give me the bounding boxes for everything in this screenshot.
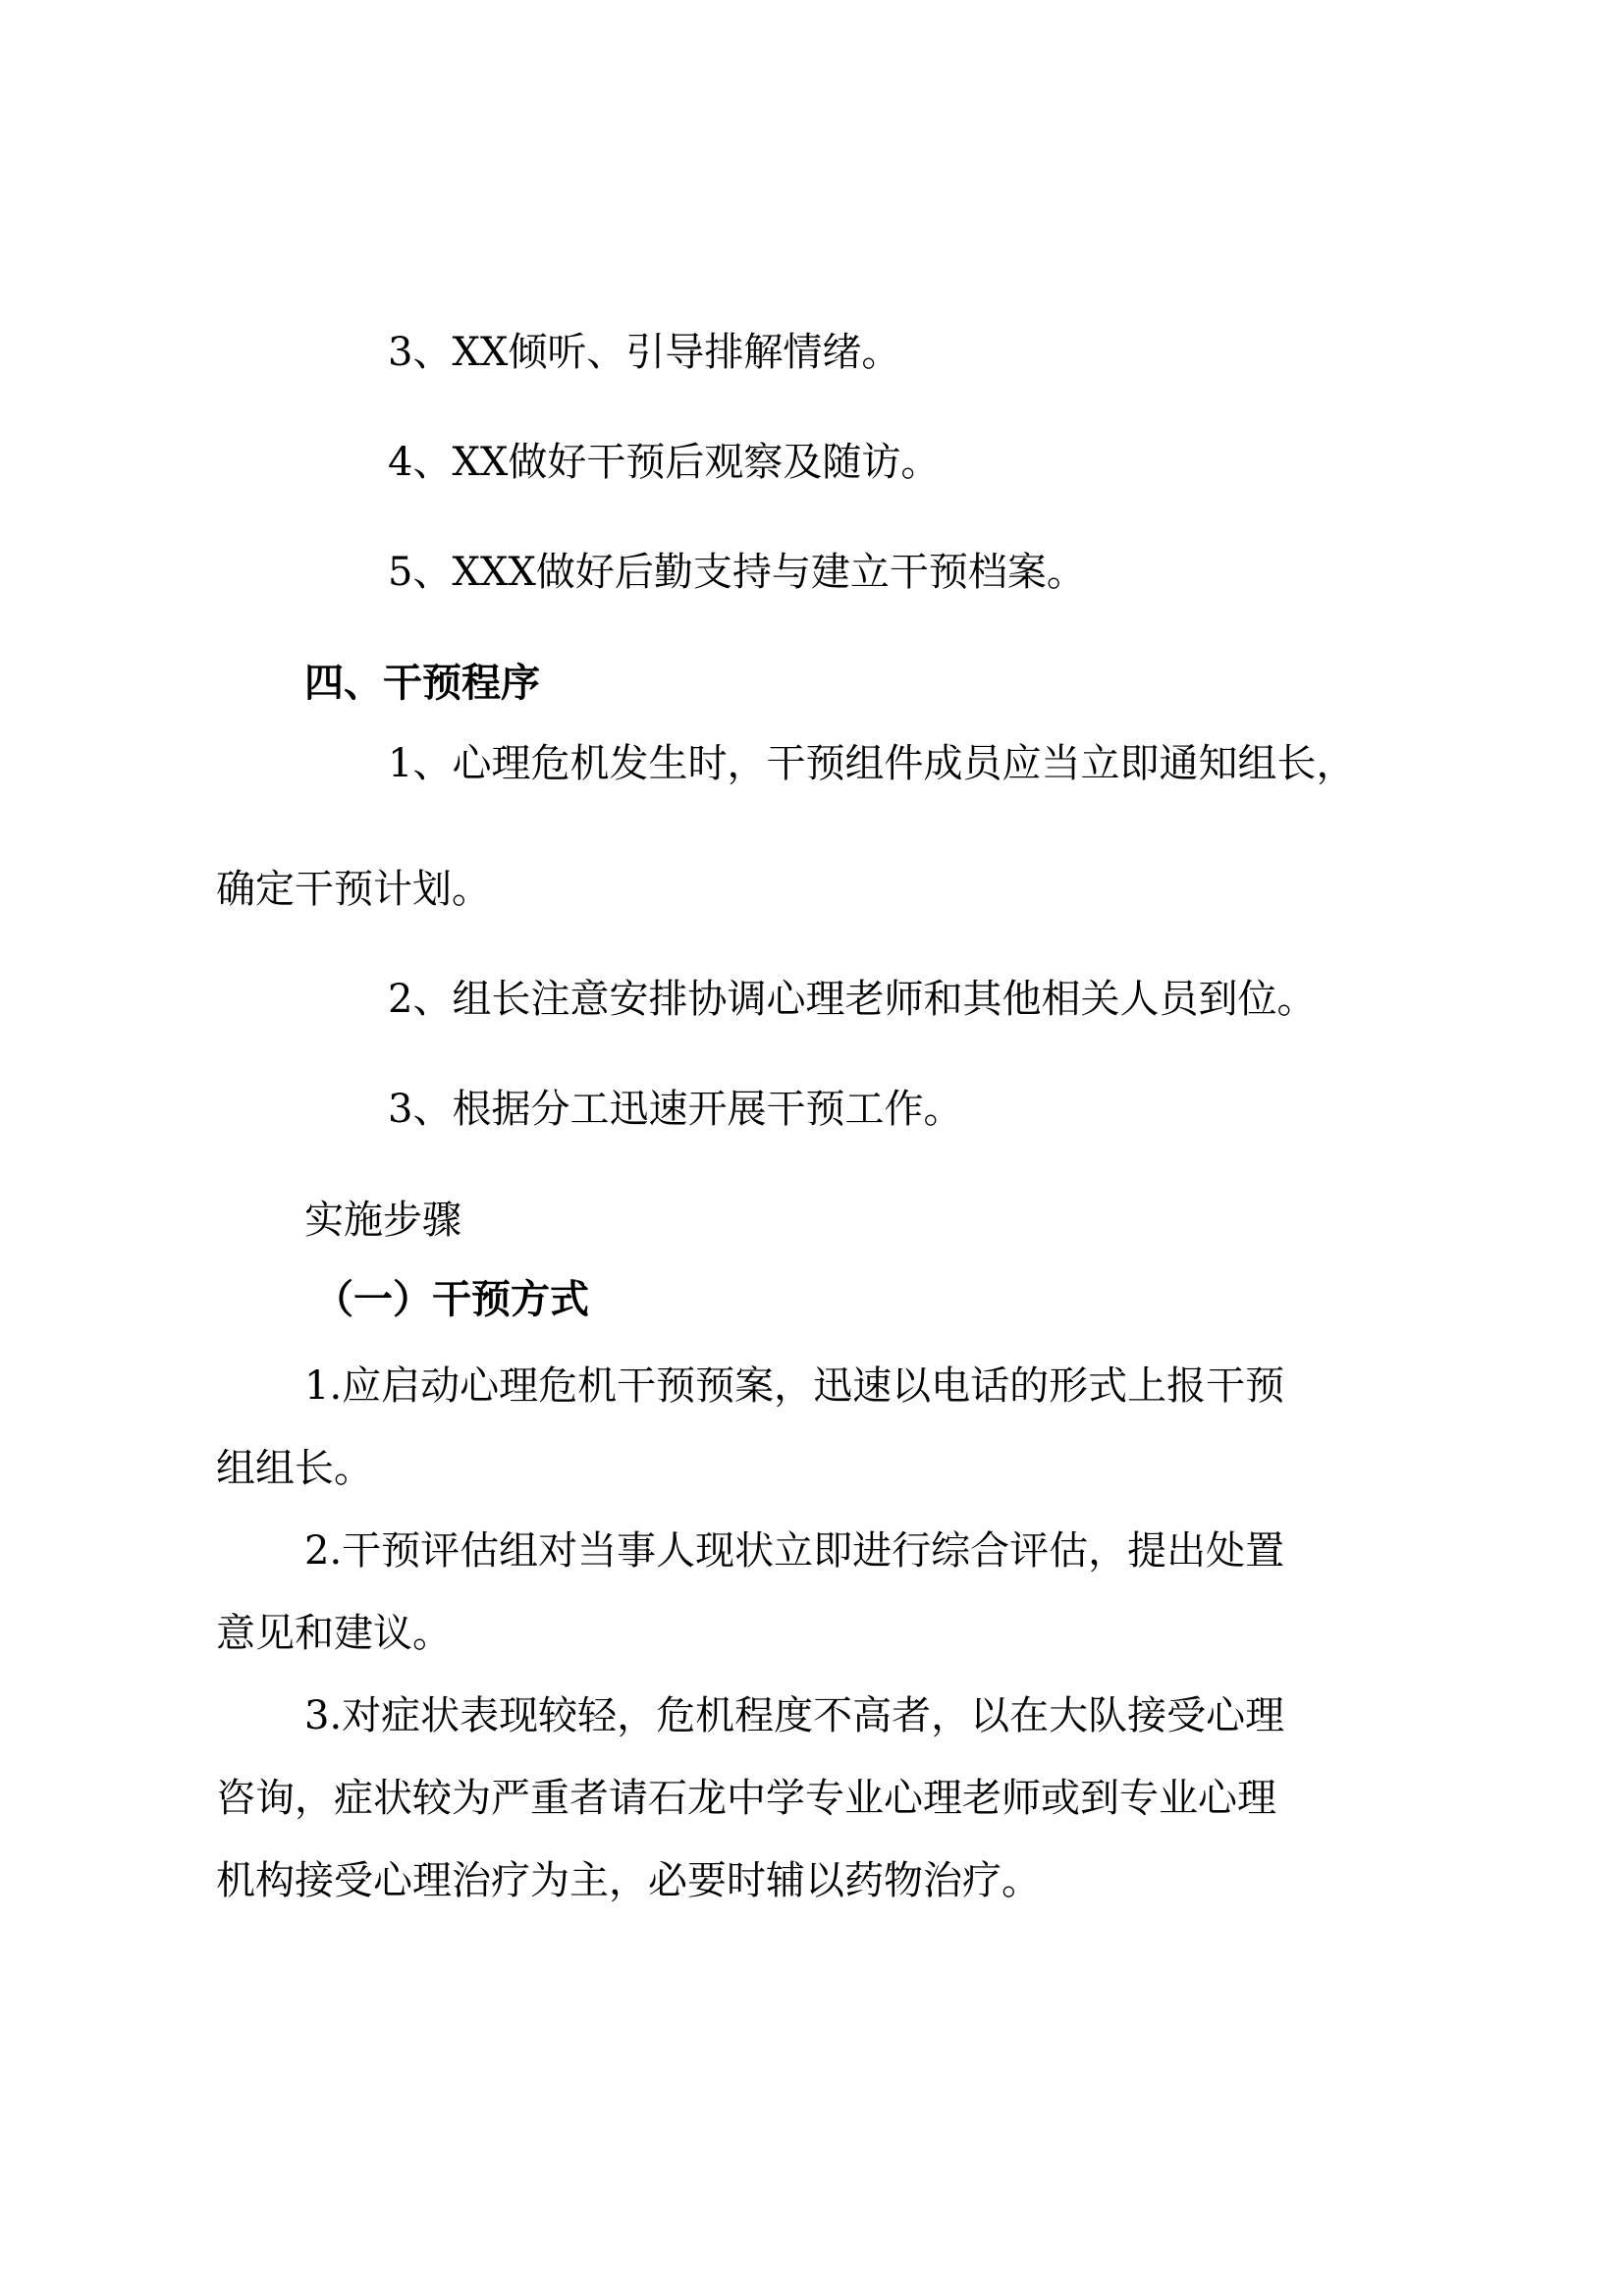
step-paragraph-3-line-2: 咨询，症状较为严重者请石龙中学专业心理老师或到专业心理 <box>216 1776 1276 1821</box>
duty-item-4: 4、XX做好干预后观察及随访。 <box>388 440 941 485</box>
step-paragraph-1-line-2: 组组长。 <box>216 1446 373 1491</box>
procedure-item-1-line-2: 确定干预计划。 <box>216 867 491 912</box>
step-paragraph-2-line-2: 意见和建议。 <box>216 1611 452 1656</box>
step-paragraph-3-line-1: 3.对症状表现较轻，危机程度不高者，以在大队接受心理 <box>304 1693 1285 1738</box>
procedure-item-3: 3、根据分工迅速开展干预工作。 <box>388 1087 963 1132</box>
section-heading-steps: 实施步骤 <box>304 1198 461 1243</box>
duty-item-3: 3、XX倾听、引导排解情绪。 <box>388 330 901 375</box>
duty-item-5: 5、XXX做好后勤支持与建立干预档案。 <box>388 550 1086 595</box>
step-paragraph-3-line-3: 机构接受心理治疗为主，必要时辅以药物治疗。 <box>216 1858 1041 1903</box>
procedure-item-2: 2、组长注意安排协调心理老师和其他相关人员到位。 <box>388 977 1317 1022</box>
step-paragraph-2-line-1: 2.干预评估组对当事人现状立即进行综合评估，提出处置 <box>304 1528 1285 1574</box>
procedure-item-1-line-1: 1、心理危机发生时，干预组件成员应当立即通知组长， <box>388 741 1356 786</box>
step-paragraph-1-line-1: 1.应启动心理危机干预预案，迅速以电话的形式上报干预 <box>304 1363 1285 1409</box>
section-heading-procedure: 四、干预程序 <box>304 661 540 706</box>
sub-heading-method: （一）干预方式 <box>314 1277 589 1322</box>
